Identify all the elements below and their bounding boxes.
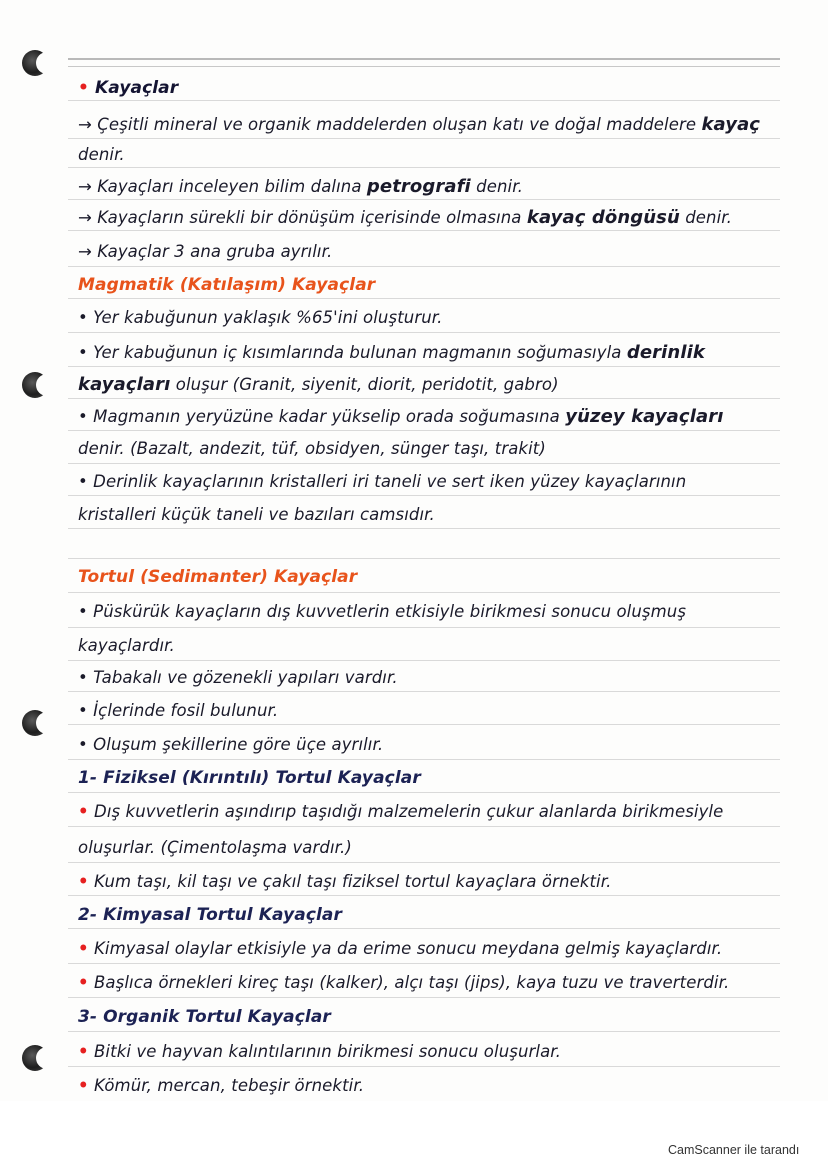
text-line: • Kömür, mercan, tebeşir örnektir. — [78, 1076, 365, 1095]
heading-fiziksel: 1- Fiziksel (Kırıntılı) Tortul Kayaçlar — [78, 768, 421, 788]
ruled-line — [68, 528, 780, 529]
ruled-line — [68, 826, 780, 827]
ruled-line — [68, 100, 780, 101]
ruled-line — [68, 138, 780, 139]
scanner-watermark: CamScanner ile tarandı — [668, 1143, 800, 1157]
ruled-line — [68, 691, 780, 692]
ruled-line — [68, 997, 780, 998]
binder-hole — [22, 50, 48, 76]
text-line: • Oluşum şekillerine göre üçe ayrılır. — [78, 735, 384, 754]
text-line: • Püskürük kayaçların dış kuvvetlerin etkisiyle birikmesi sonucu oluşmuş — [78, 602, 687, 621]
title-bullet-icon: • — [78, 78, 89, 98]
text-line: kayaçları oluşur (Granit, siyenit, diorit, peridotit, gabro) — [78, 374, 559, 395]
ruled-line — [68, 167, 780, 168]
heading-kimyasal: 2- Kimyasal Tortul Kayaçlar — [78, 905, 342, 925]
ruled-line — [68, 230, 780, 231]
text-line: • Magmanın yeryüzüne kadar yükselip orada soğumasına yüzey kayaçları — [78, 406, 724, 427]
ruled-line — [68, 724, 780, 725]
ruled-line — [68, 199, 780, 200]
ruled-line — [68, 463, 780, 464]
text-line: → Kayaçları inceleyen bilim dalına petrografi denir. — [78, 176, 523, 197]
ruled-line — [68, 430, 780, 431]
ruled-line — [68, 495, 780, 496]
ruled-line — [68, 298, 780, 299]
text-line: → Kayaçlar 3 ana gruba ayrılır. — [78, 242, 333, 261]
heading-tortul: Tortul (Sedimanter) Kayaçlar — [78, 567, 358, 587]
ruled-line — [68, 366, 780, 367]
binder-hole — [22, 710, 48, 736]
ruled-line — [68, 1031, 780, 1032]
text-line: denir. — [78, 145, 125, 164]
text-line: • Kum taşı, kil taşı ve çakıl taşı fiziksel tortul kayaçlara örnektir. — [78, 872, 612, 891]
text-line: • Bitki ve hayvan kalıntılarının birikmesi sonucu oluşurlar. — [78, 1042, 561, 1061]
ruled-line — [68, 266, 780, 267]
text-line: → Kayaçların sürekli bir dönüşüm içerisinde olmasına kayaç döngüsü denir. — [78, 207, 733, 228]
text-line: • Başlıca örnekleri kireç taşı (kalker), alçı taşı (jips), kaya tuzu ve traverterdir. — [78, 973, 730, 992]
title-text: Kayaçlar — [95, 78, 179, 98]
ruled-line — [68, 792, 780, 793]
text-line: • Yer kabuğunun yaklaşık %65'ini oluşturur. — [78, 308, 443, 327]
ruled-line — [68, 963, 780, 964]
text-line: denir. (Bazalt, andezit, tüf, obsidyen, sünger taşı, trakit) — [78, 439, 546, 458]
text-line: kristalleri küçük taneli ve bazıları camsıdır. — [78, 505, 435, 524]
text-line: • Dış kuvvetlerin aşındırıp taşıdığı malzemelerin çukur alanlarda birikmesiyle — [78, 802, 724, 821]
ruled-line — [68, 928, 780, 929]
text-line: → Çeşitli mineral ve organik maddelerden oluşan katı ve doğal maddelere kayaç — [78, 114, 761, 135]
ruled-line — [68, 627, 780, 628]
ruled-line — [68, 332, 780, 333]
binder-hole — [22, 1045, 48, 1071]
ruled-line — [68, 398, 780, 399]
top-rule — [68, 58, 780, 60]
top-rule — [68, 66, 780, 67]
ruled-line — [68, 759, 780, 760]
section-title — [78, 78, 790, 98]
ruled-line — [68, 558, 780, 559]
ruled-line — [68, 895, 780, 896]
text-line: • Tabakalı ve gözenekli yapıları vardır. — [78, 668, 398, 687]
text-line: • Yer kabuğunun iç kısımlarında bulunan magmanın soğumasıyla derinlik — [78, 342, 705, 363]
ruled-line — [68, 592, 780, 593]
heading-magmatik: Magmatik (Katılaşım) Kayaçlar — [78, 275, 376, 295]
text-line: kayaçlardır. — [78, 636, 175, 655]
ruled-line — [68, 862, 780, 863]
binder-hole — [22, 372, 48, 398]
text-line: • İçlerinde fosil bulunur. — [78, 701, 279, 720]
text-line: oluşurlar. (Çimentolaşma vardır.) — [78, 838, 352, 857]
text-line: • Kimyasal olaylar etkisiyle ya da erime sonucu meydana gelmiş kayaçlardır. — [78, 939, 723, 958]
heading-organik: 3- Organik Tortul Kayaçlar — [78, 1007, 331, 1027]
ruled-line — [68, 1066, 780, 1067]
text-line: • Derinlik kayaçlarının kristalleri iri taneli ve sert iken yüzey kayaçlarının — [78, 472, 687, 491]
ruled-line — [68, 660, 780, 661]
